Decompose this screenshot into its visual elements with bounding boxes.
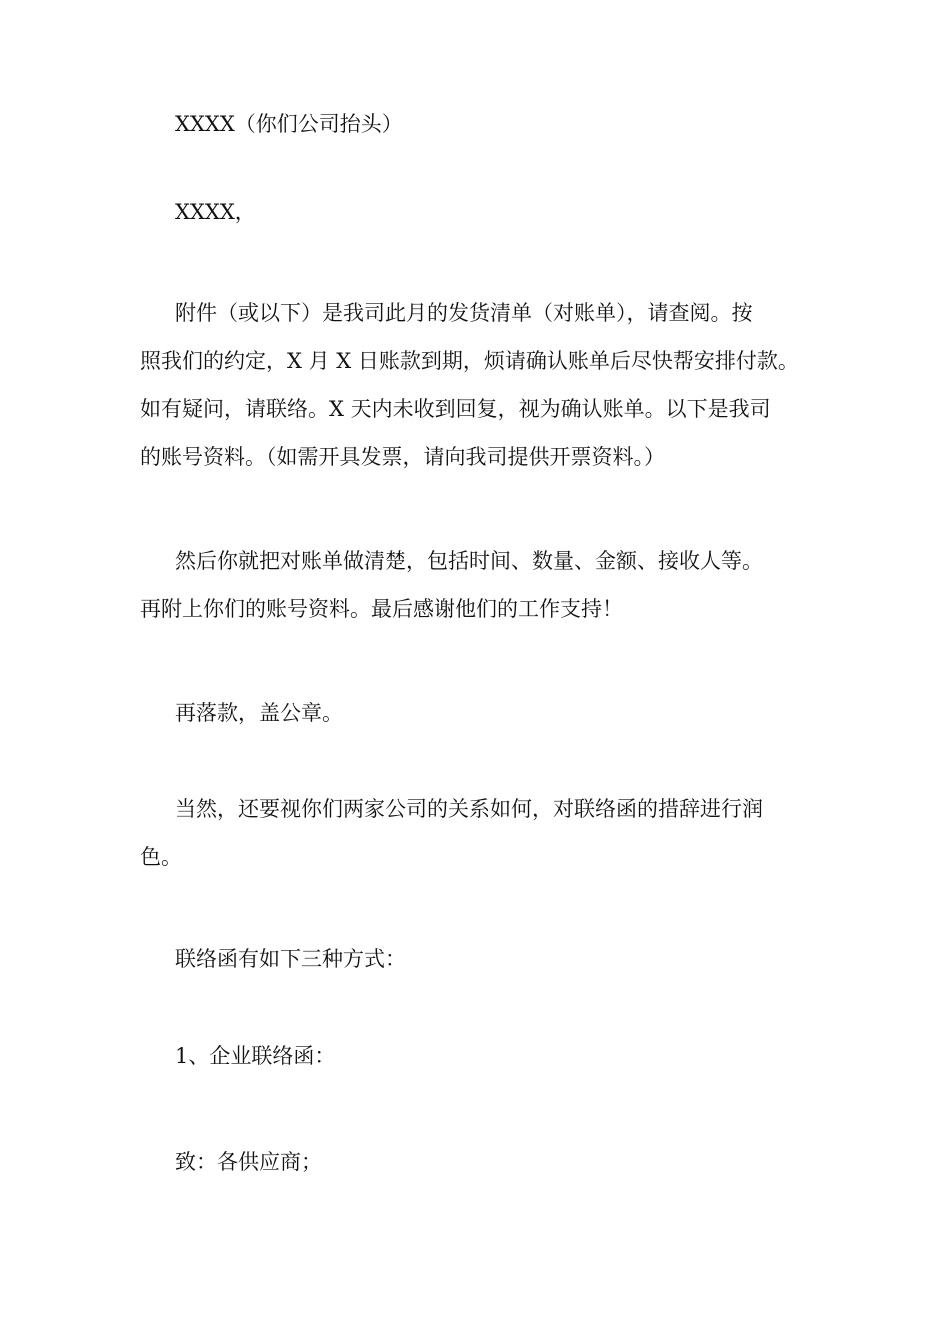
recipient-line: [140, 1138, 820, 1186]
body-paragraph-wording: [140, 785, 820, 881]
paragraph-line: 如有疑问，请联络。X 天内未收到回复，视为确认账单。以下是我司: [140, 397, 771, 421]
paragraph-line: 照我们的约定，X 月 X 日账款到期，烦请确认账单后尽快帮安排付款。: [140, 349, 799, 373]
body-paragraph-instructions: [140, 537, 820, 633]
paragraph-text: 致：各供应商；: [175, 1150, 322, 1174]
paragraph-line: 色。: [140, 845, 182, 869]
body-paragraph-signoff: [140, 689, 820, 737]
paragraph-text: XXXX，: [175, 200, 256, 224]
paragraph-line: 附件（或以下）是我司此月的发货清单（对账单），请查阅。按: [175, 301, 753, 325]
paragraph-line: 再附上你们的账号资料。最后感谢他们的工作支持！: [140, 597, 623, 621]
section-heading-1: [140, 1032, 820, 1080]
body-paragraph-statement: [140, 289, 820, 481]
paragraph-text: 联络函有如下三种方式：: [175, 947, 406, 971]
section-intro: [140, 935, 820, 983]
paragraph-line: 的账号资料。（如需开具发票，请向我司提供开票资料。）: [140, 445, 665, 469]
paragraph-text: 1、企业联络函：: [175, 1044, 336, 1068]
paragraph-line: 然后你就把对账单做清楚，包括时间、数量、金额、接收人等。: [175, 549, 763, 573]
paragraph-text: 再落款，盖公章。: [175, 701, 343, 725]
salutation: [140, 188, 820, 236]
letterhead-placeholder: [140, 100, 820, 148]
paragraph-line: 当然，还要视你们两家公司的关系如何，对联络函的措辞进行润: [175, 797, 763, 821]
paragraph-text: XXXX（你们公司抬头）: [175, 112, 403, 136]
